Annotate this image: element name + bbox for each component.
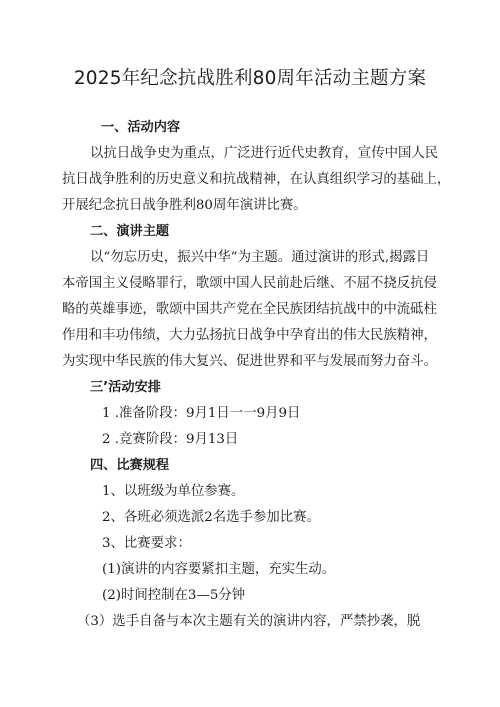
rule-item: 1、以班级为单位参赛。 [102, 484, 245, 499]
paragraph-line: 为实现中华民族的伟大复兴、促进世界和平与发展而努力奋斗。 [62, 354, 437, 369]
rule-item: 2、各班必须选派2名选手参加比赛。 [102, 510, 320, 525]
paragraph-line: 以抗日战争史为重点，广泛进行近代史教育，宣传中国人民 [90, 146, 439, 161]
rule-subitem: (2)时间控制在3—5分钟 [102, 588, 246, 603]
document-title: 2025年纪念抗战胜利80周年活动主题方案 [73, 68, 427, 89]
section-heading-activity-content: 一、活动内容 [101, 120, 181, 135]
paragraph-line: 抗日战争胜利的历史意义和抗战精神，在认真组织学习的基础上， [62, 172, 451, 187]
paragraph-line: 本帝国主义侵略罪行，歌颂中国人民前赴后继、不屈不挠反抗侵 [62, 276, 437, 291]
paragraph-line: 以“勿忘历史，振兴中华”为主题。通过演讲的形式,揭露日 [90, 250, 430, 265]
schedule-item-competition: 2 .竞赛阶段：9月13日 [102, 432, 239, 447]
rule-item: 3、比赛要求： [102, 536, 191, 551]
schedule-item-preparation: 1 .准备阶段：9月1日一一9月9日 [102, 406, 301, 421]
section-heading-activity-schedule: 三’活动安排 [90, 380, 161, 395]
rule-subitem: （3）选手自备与本次主题有关的演讲内容，严禁抄袭，脱 [77, 614, 421, 629]
paragraph-line: 作用和丰功伟绩，大力弘扬抗日战争中孕育出的伟大民族精神， [62, 328, 437, 343]
section-heading-speech-theme: 二、演讲主题 [90, 224, 170, 239]
paragraph-line: 略的英雄事迹，歌颂中国共产党在全民族团结抗战中的中流砥柱 [62, 302, 437, 317]
paragraph-line: 开展纪念抗日战争胜利80周年演讲比赛。 [62, 198, 307, 213]
section-heading-competition-rules: 四、比赛规程 [90, 458, 170, 473]
rule-subitem: (1)演讲的内容要紧扣主题，充实生动。 [102, 562, 336, 577]
